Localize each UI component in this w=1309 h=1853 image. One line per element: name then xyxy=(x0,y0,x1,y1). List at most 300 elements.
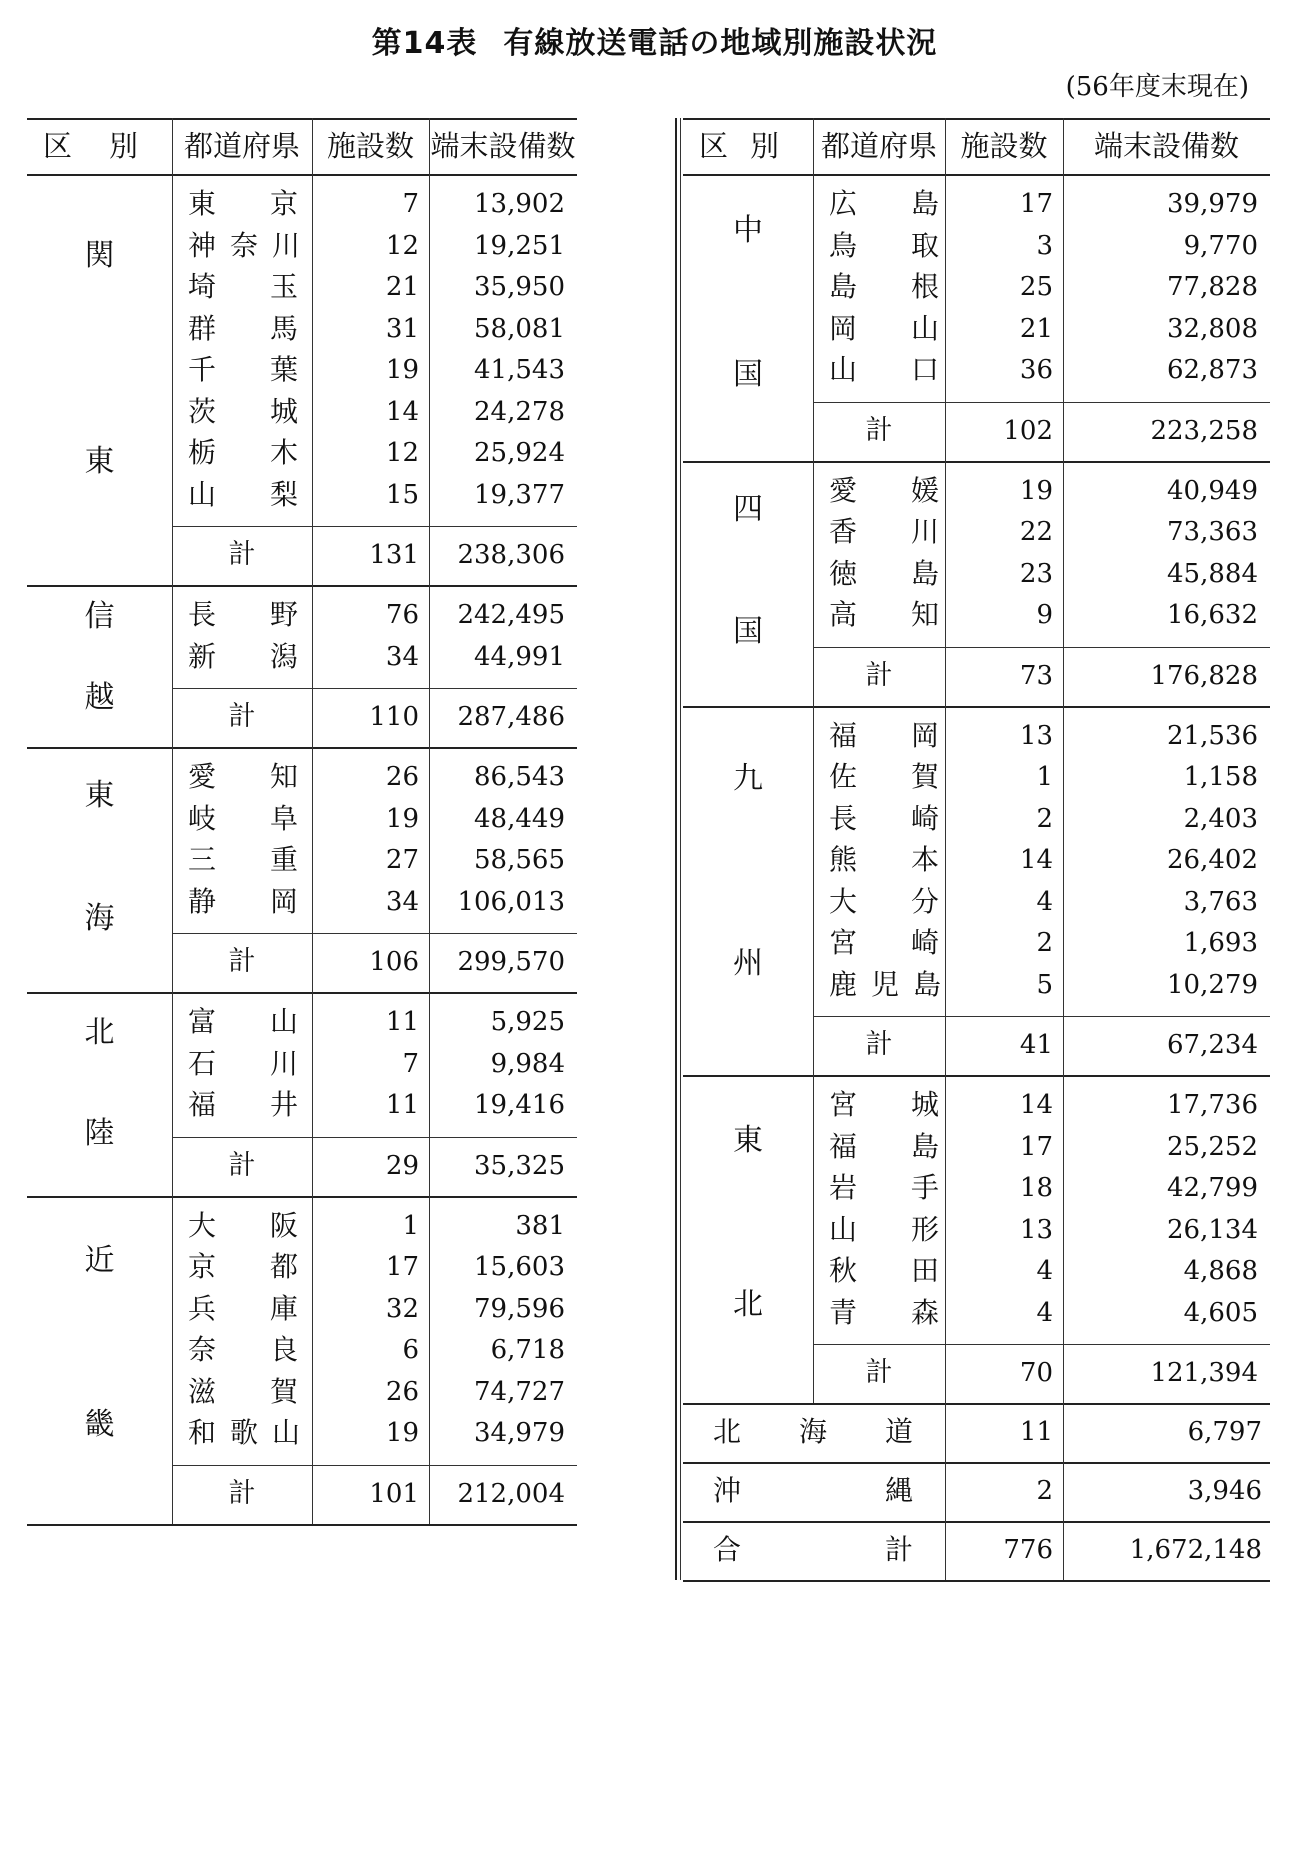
facilities-value: 11 xyxy=(385,1007,419,1037)
region-label: 州 xyxy=(733,946,763,982)
column-line xyxy=(1063,1521,1064,1580)
prefecture-name xyxy=(829,267,939,307)
char: 高 xyxy=(829,598,858,631)
prefecture-name xyxy=(188,637,298,677)
facilities-value: 12 xyxy=(385,230,419,261)
rule-line xyxy=(683,1075,1270,1077)
terminals-value: 10,279 xyxy=(1167,969,1258,1000)
char: 岡 xyxy=(829,311,858,345)
char: 群 xyxy=(188,311,217,345)
terminals-value: 26,402 xyxy=(1167,845,1258,875)
subtotal-label: 計 xyxy=(228,946,256,977)
header-region-char: 別 xyxy=(749,129,779,163)
prefecture-name xyxy=(829,471,939,511)
prefecture-name xyxy=(829,757,939,797)
rule-line xyxy=(683,1580,1270,1582)
region-label: 近 xyxy=(84,1243,115,1279)
facilities-value: 27 xyxy=(385,845,419,875)
subtotal-label: 計 xyxy=(228,701,256,732)
facilities-value: 11 xyxy=(385,1090,419,1120)
char: 島 xyxy=(912,967,941,1001)
prefecture-name xyxy=(188,882,298,922)
facilities-value: 2 xyxy=(1036,928,1053,958)
terminals-value: 44,991 xyxy=(474,641,565,672)
single-row-label xyxy=(713,1412,913,1452)
char: 馬 xyxy=(269,311,298,345)
single-row-terminals: 1,672,148 xyxy=(1129,1535,1262,1565)
subtotal-terminals: 238,306 xyxy=(457,540,565,570)
region-label: 国 xyxy=(733,614,763,649)
char: 沖 xyxy=(713,1474,742,1507)
char: 北 xyxy=(713,1415,742,1448)
subtotal-label: 計 xyxy=(228,539,256,570)
prefecture-name xyxy=(829,1210,939,1250)
facilities-value: 18 xyxy=(1019,1173,1053,1203)
char: 賀 xyxy=(910,760,939,793)
char: 山 xyxy=(829,353,858,386)
char: 富 xyxy=(188,1005,217,1038)
terminals-value: 106,013 xyxy=(457,886,565,917)
char: 野 xyxy=(269,598,298,631)
char: 青 xyxy=(829,1295,858,1329)
single-row-label xyxy=(713,1530,913,1570)
char: 福 xyxy=(829,1129,858,1163)
facilities-value: 21 xyxy=(385,272,419,302)
char: 徳 xyxy=(829,556,858,590)
prefecture-name xyxy=(829,1251,939,1291)
char: 形 xyxy=(910,1212,939,1246)
prefecture-name xyxy=(188,1085,298,1125)
terminals-value: 40,949 xyxy=(1167,475,1258,506)
subtotal-facilities: 106 xyxy=(369,947,419,977)
rule-line xyxy=(683,706,1270,708)
char: 阜 xyxy=(269,801,298,835)
prefecture-name xyxy=(829,1085,939,1125)
char: 静 xyxy=(188,884,217,918)
facilities-value: 12 xyxy=(385,438,419,468)
facilities-value: 17 xyxy=(385,1252,419,1282)
rule-line xyxy=(813,402,1270,403)
char: 三 xyxy=(188,843,217,876)
column-line xyxy=(813,1075,814,1403)
facilities-value: 4 xyxy=(1036,886,1053,917)
terminals-value: 21,536 xyxy=(1167,720,1258,751)
region-label: 海 xyxy=(84,900,115,936)
rule-line xyxy=(683,1403,1270,1405)
terminals-value: 58,081 xyxy=(474,313,565,344)
char: 縄 xyxy=(884,1474,913,1507)
prefecture-name xyxy=(829,840,939,880)
char: 知 xyxy=(910,598,939,631)
char: 島 xyxy=(910,556,939,590)
char: 賀 xyxy=(269,1374,298,1408)
char: 岡 xyxy=(910,718,939,752)
char: 京 xyxy=(269,187,298,220)
char: 宮 xyxy=(829,926,858,959)
facilities-value: 26 xyxy=(385,1376,419,1407)
facilities-value: 25 xyxy=(1019,272,1053,302)
rule-line xyxy=(683,174,1270,176)
facilities-value: 19 xyxy=(385,1418,419,1448)
column-line xyxy=(312,585,313,747)
region-label: 四 xyxy=(733,491,763,527)
facilities-value: 14 xyxy=(385,396,419,427)
prefecture-name xyxy=(829,350,939,390)
subtotal-terminals: 35,325 xyxy=(474,1150,565,1181)
facilities-value: 15 xyxy=(385,479,419,510)
column-line xyxy=(312,747,313,992)
header-region-char: 区 xyxy=(699,129,729,163)
char: 福 xyxy=(188,1088,217,1121)
column-line xyxy=(945,1403,946,1462)
char: 秋 xyxy=(829,1254,858,1287)
char: 玉 xyxy=(269,270,298,303)
char: 広 xyxy=(829,187,858,220)
column-line xyxy=(312,992,313,1196)
char: 山 xyxy=(829,1212,858,1246)
prefecture-name xyxy=(188,840,298,880)
facilities-value: 36 xyxy=(1019,355,1053,385)
prefecture-name xyxy=(188,1413,300,1453)
header-region-char: 区 xyxy=(43,129,73,163)
column-line xyxy=(429,747,430,992)
subtotal-facilities: 29 xyxy=(385,1150,419,1181)
prefecture-name xyxy=(188,1372,298,1412)
table-number: 第14表 xyxy=(371,26,478,61)
rule-line xyxy=(27,585,577,587)
char: 井 xyxy=(269,1088,298,1121)
char: 川 xyxy=(271,228,300,262)
facilities-value: 17 xyxy=(1019,1131,1053,1162)
char: 岩 xyxy=(829,1171,858,1204)
terminals-value: 41,543 xyxy=(474,355,565,385)
char: 取 xyxy=(910,228,939,262)
prefecture-name xyxy=(829,309,939,349)
single-row-label xyxy=(713,1471,913,1511)
rule-line xyxy=(27,1196,577,1198)
facilities-value: 7 xyxy=(402,1048,419,1079)
char: 香 xyxy=(829,515,858,548)
subtotal-label: 計 xyxy=(865,659,893,691)
char: 島 xyxy=(910,1129,939,1163)
subtotal-facilities: 101 xyxy=(369,1478,419,1509)
prefecture-name xyxy=(188,309,298,349)
facilities-value: 31 xyxy=(385,313,419,344)
prefecture-name xyxy=(829,923,939,963)
char: 都 xyxy=(269,1250,298,1283)
terminals-value: 9,984 xyxy=(490,1048,565,1079)
char: 口 xyxy=(910,353,939,386)
subtotal-terminals: 287,486 xyxy=(457,702,565,732)
char: 川 xyxy=(269,1046,298,1080)
prefecture-name xyxy=(188,1330,298,1370)
facilities-value: 19 xyxy=(385,803,419,834)
terminals-value: 73,363 xyxy=(1167,517,1258,547)
terminals-value: 19,416 xyxy=(474,1090,565,1120)
prefecture-name xyxy=(829,882,939,922)
facilities-value: 5 xyxy=(1036,969,1053,1000)
region-label: 北 xyxy=(84,1014,115,1050)
prefecture-name xyxy=(829,595,939,635)
facilities-value: 17 xyxy=(1019,189,1053,219)
region-label: 信 xyxy=(84,599,115,635)
char: 本 xyxy=(910,843,939,876)
column-line xyxy=(945,174,946,461)
terminals-value: 19,251 xyxy=(474,230,565,261)
char: 道 xyxy=(884,1415,913,1448)
facilities-value: 7 xyxy=(402,189,419,219)
terminals-value: 17,736 xyxy=(1167,1090,1258,1120)
terminals-value: 45,884 xyxy=(1167,558,1258,589)
terminals-value: 19,377 xyxy=(474,479,565,510)
terminals-value: 381 xyxy=(515,1210,565,1241)
center-divider xyxy=(675,118,677,1580)
column-line xyxy=(945,461,946,706)
terminals-value: 1,693 xyxy=(1183,928,1258,958)
column-line xyxy=(172,174,173,585)
prefecture-name xyxy=(829,1168,939,1208)
column-line xyxy=(429,992,430,1196)
column-line xyxy=(1063,118,1064,174)
column-line xyxy=(172,585,173,747)
terminals-value: 4,605 xyxy=(1183,1297,1258,1328)
column-line xyxy=(172,747,173,992)
facilities-value: 22 xyxy=(1019,517,1053,547)
header-terminals: 端末設備数 xyxy=(430,129,576,163)
char: 佐 xyxy=(829,760,858,793)
center-divider-inner xyxy=(680,118,681,1580)
char: 木 xyxy=(269,436,298,469)
char: 山 xyxy=(910,311,939,345)
subtotal-facilities: 102 xyxy=(1003,415,1053,446)
column-line xyxy=(1063,706,1064,1076)
terminals-value: 9,770 xyxy=(1183,230,1258,261)
facilities-value: 13 xyxy=(1019,1214,1053,1245)
char: 計 xyxy=(884,1533,913,1566)
prefecture-name xyxy=(188,757,298,797)
table-title xyxy=(0,18,1309,62)
region-label: 九 xyxy=(733,761,763,797)
prefecture-name xyxy=(829,554,939,594)
char: 福 xyxy=(829,718,858,752)
single-row-terminals: 3,946 xyxy=(1187,1476,1262,1506)
char: 島 xyxy=(829,270,858,303)
terminals-value: 3,763 xyxy=(1183,886,1258,917)
char: 千 xyxy=(188,353,217,386)
facilities-value: 21 xyxy=(1019,313,1053,344)
prefecture-name xyxy=(829,716,939,756)
prefecture-name xyxy=(188,350,298,390)
char: 城 xyxy=(269,394,298,428)
prefecture-name xyxy=(188,433,298,473)
prefecture-name xyxy=(188,595,298,635)
prefecture-name xyxy=(188,799,298,839)
subtotal-facilities: 110 xyxy=(369,702,419,732)
terminals-value: 39,979 xyxy=(1167,189,1258,219)
facilities-value: 19 xyxy=(1019,475,1053,506)
char: 愛 xyxy=(829,473,858,507)
rule-line xyxy=(683,1521,1270,1523)
char: 山 xyxy=(269,1005,298,1038)
char: 愛 xyxy=(188,760,217,793)
subtotal-label: 計 xyxy=(228,1477,256,1509)
column-line xyxy=(813,706,814,1076)
char: 山 xyxy=(271,1416,300,1449)
char: 鳥 xyxy=(829,228,858,262)
region-label: 陸 xyxy=(84,1116,115,1152)
column-line xyxy=(945,1521,946,1580)
subtotal-terminals: 121,394 xyxy=(1150,1358,1258,1388)
char: 児 xyxy=(870,967,899,1001)
column-line xyxy=(813,174,814,461)
char: 奈 xyxy=(229,228,258,262)
rule-line xyxy=(172,526,577,527)
terminals-value: 15,603 xyxy=(474,1252,565,1282)
terminals-value: 6,718 xyxy=(490,1335,565,1365)
char: 知 xyxy=(269,760,298,793)
terminals-value: 24,278 xyxy=(474,396,565,427)
header-facilities: 施設数 xyxy=(326,129,414,163)
char: 宮 xyxy=(829,1088,858,1121)
char: 川 xyxy=(910,515,939,548)
char: 庫 xyxy=(269,1291,298,1325)
rule-line xyxy=(683,461,1270,463)
char: 新 xyxy=(188,639,217,673)
char: 神 xyxy=(188,228,217,262)
char: 岐 xyxy=(188,801,217,835)
column-line xyxy=(1063,1403,1064,1462)
column-line xyxy=(429,118,430,174)
column-line xyxy=(172,1196,173,1524)
prefecture-name xyxy=(829,799,939,839)
char: 田 xyxy=(910,1254,939,1287)
header-terminals: 端末設備数 xyxy=(1093,129,1239,163)
terminals-value: 35,950 xyxy=(474,272,565,302)
column-line xyxy=(945,706,946,1076)
prefecture-name xyxy=(188,392,298,432)
terminals-value: 25,924 xyxy=(474,438,565,468)
table-title-text: 有線放送電話の地域別施設状況 xyxy=(503,26,938,61)
subtotal-label: 計 xyxy=(228,1149,256,1181)
header-region xyxy=(43,118,138,174)
terminals-value: 79,596 xyxy=(474,1293,565,1324)
terminals-value: 74,727 xyxy=(474,1376,565,1407)
char: 葉 xyxy=(269,353,298,386)
char: 城 xyxy=(910,1088,939,1121)
column-line xyxy=(172,118,173,174)
char: 岡 xyxy=(269,884,298,918)
prefecture-name xyxy=(829,512,939,552)
subtotal-label: 計 xyxy=(865,1357,893,1388)
column-line xyxy=(429,1196,430,1524)
char: 良 xyxy=(269,1333,298,1366)
char: 崎 xyxy=(910,801,939,835)
column-line xyxy=(945,1075,946,1403)
char: 潟 xyxy=(269,639,298,673)
region-label: 東 xyxy=(84,443,115,479)
facilities-value: 13 xyxy=(1019,720,1053,751)
single-row-facilities: 11 xyxy=(1019,1417,1053,1447)
header-region xyxy=(699,118,779,174)
prefecture-name xyxy=(829,1293,939,1333)
prefecture-name xyxy=(829,226,939,266)
region-label: 中 xyxy=(733,213,763,249)
prefecture-name xyxy=(188,1206,298,1246)
column-line xyxy=(945,1462,946,1521)
char: 梨 xyxy=(269,477,298,511)
terminals-value: 25,252 xyxy=(1167,1131,1258,1162)
prefecture-name xyxy=(829,1127,939,1167)
header-region-char: 別 xyxy=(108,129,138,163)
rule-line xyxy=(813,647,1270,648)
terminals-value: 48,449 xyxy=(474,803,565,834)
char: 長 xyxy=(188,598,217,631)
column-line xyxy=(1063,174,1064,461)
rule-line xyxy=(683,1462,1270,1464)
prefecture-name xyxy=(188,1002,298,1042)
column-line xyxy=(945,118,946,174)
prefecture-name xyxy=(188,267,298,307)
rule-line xyxy=(813,1016,1270,1017)
char: 重 xyxy=(269,843,298,876)
terminals-value: 34,979 xyxy=(474,1418,565,1448)
subtotal-terminals: 212,004 xyxy=(457,1478,565,1509)
header-prefecture: 都道府県 xyxy=(183,129,300,163)
char: 東 xyxy=(188,187,217,220)
char: 森 xyxy=(910,1295,939,1329)
rule-line xyxy=(172,933,577,934)
terminals-value: 1,158 xyxy=(1183,762,1258,792)
facilities-value: 4 xyxy=(1036,1297,1053,1328)
region-label: 越 xyxy=(84,680,115,716)
subtotal-facilities: 70 xyxy=(1019,1358,1053,1388)
terminals-value: 62,873 xyxy=(1167,355,1258,385)
prefecture-name xyxy=(188,184,298,224)
column-line xyxy=(429,174,430,585)
char: 大 xyxy=(188,1208,217,1242)
char: 崎 xyxy=(910,926,939,959)
subtotal-terminals: 67,234 xyxy=(1167,1030,1258,1060)
prefecture-name xyxy=(829,965,941,1005)
subtotal-label: 計 xyxy=(865,414,893,446)
column-line xyxy=(1063,1075,1064,1403)
terminals-value: 77,828 xyxy=(1167,272,1258,302)
char: 栃 xyxy=(188,436,217,469)
facilities-value: 76 xyxy=(385,600,419,630)
rule-line xyxy=(172,1465,577,1466)
prefecture-name xyxy=(188,1044,298,1084)
header-prefecture: 都道府県 xyxy=(820,129,937,163)
char: 奈 xyxy=(188,1333,217,1366)
char: 和 xyxy=(188,1416,217,1449)
facilities-value: 3 xyxy=(1036,230,1053,261)
facilities-value: 23 xyxy=(1019,558,1053,589)
region-label: 北 xyxy=(733,1286,763,1322)
terminals-value: 58,565 xyxy=(474,845,565,875)
prefecture-name xyxy=(188,1247,298,1287)
char: 熊 xyxy=(829,843,858,876)
rule-line xyxy=(172,1137,577,1138)
subtotal-facilities: 131 xyxy=(369,540,419,570)
prefecture-name xyxy=(829,184,939,224)
char: 埼 xyxy=(188,270,217,303)
terminals-value: 4,868 xyxy=(1183,1256,1258,1286)
facilities-value: 34 xyxy=(385,886,419,917)
char: 滋 xyxy=(188,1374,217,1408)
char: 茨 xyxy=(188,394,217,428)
subtotal-terminals: 223,258 xyxy=(1150,415,1258,446)
facilities-value: 14 xyxy=(1019,1090,1053,1120)
